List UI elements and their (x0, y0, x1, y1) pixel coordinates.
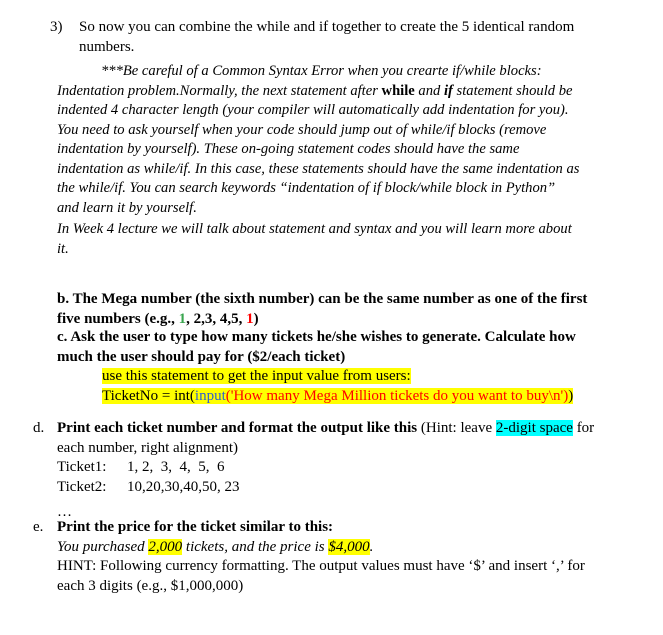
example-number-1: 1 (178, 310, 187, 327)
part-e-line-1: Print the price for the ticket similar to this: (57, 519, 334, 535)
code-line (102, 387, 657, 407)
note-text: and (414, 82, 444, 99)
code-input-fn: input (194, 387, 226, 404)
note-text: Indentation problem.Normally, the next statement after (57, 82, 382, 99)
note-line-4: You need to ask yourself when your code should jump out of while/if blocks (remove (57, 121, 547, 138)
part-d (33, 419, 653, 519)
ticket-1-values: 1, 2, 3, 4, 5, 6 (127, 459, 225, 475)
part-e (33, 518, 653, 596)
syntax-note (57, 62, 657, 259)
part-b-text: ) (253, 310, 259, 327)
tickets-count-highlight: 2,000 (148, 538, 183, 555)
keyword-while: while (381, 82, 415, 99)
part-c-line-2: much the user should pay for ($2/each ticket) (57, 348, 346, 365)
example-number-repeat: 1 (246, 310, 254, 327)
price-highlight: $4,000 (328, 538, 370, 555)
note-line-2 (57, 82, 657, 102)
hint-2digit-highlight: 2-digit space (495, 420, 573, 436)
part-d-line-2: each number, right alignment) (57, 439, 239, 456)
part-b-text: , 2,3, 4,5, (186, 310, 247, 327)
ellipsis: … (57, 504, 72, 520)
item-3-line-2: numbers. (79, 38, 135, 55)
part-c-hint (102, 367, 657, 387)
ticket-2-label: Ticket2: (57, 478, 107, 495)
code-text: ) (568, 387, 574, 404)
item-3 (50, 18, 650, 57)
note-intro: ***Be careful of a Common Syntax Error when you crearte if/while blocks: (101, 63, 542, 79)
part-b-line-1: b. The Mega number (the sixth number) can be the same number as one of the first (57, 291, 588, 307)
hint-highlight: use this statement to get the input value from users: (102, 368, 411, 384)
price-text: . (369, 538, 374, 555)
note-text: statement should be (452, 82, 573, 99)
price-example (57, 538, 653, 558)
part-b-text: five numbers (e.g., (57, 310, 179, 327)
ticket-1-row (57, 458, 653, 478)
item-3-line-1: So now you can combine the while and if together to create the 5 identical random (79, 19, 575, 35)
ticket-1-label: Ticket1: (57, 459, 107, 475)
part-c-line-1: c. Ask the user to type how many tickets he/she wishes to generate. Calculate how (57, 329, 576, 345)
note-line-6: indentation as while/if. In this case, these statements should have the same indentation as (57, 160, 580, 177)
ticket-2-values: 10,20,30,40,50, 23 (127, 478, 240, 495)
price-text: You purchased (57, 538, 149, 555)
note-line-8: and learn it by yourself. (57, 199, 197, 216)
code-string: ('How many Mega Million tickets do you want to buy\n') (225, 387, 569, 404)
ticket-2-row (57, 478, 653, 498)
note-week-line-1: In Week 4 lecture we will talk about statement and syntax and you will learn more about (57, 221, 572, 237)
part-d-text: (Hint: leave (417, 420, 496, 436)
part-b (57, 290, 657, 329)
part-e-hint-2: each 3 digits (e.g., $1,000,000) (57, 577, 244, 594)
note-line-3: indented 4 character length (your compiler will automatically add indentation for you). (57, 102, 569, 118)
code-highlight (102, 388, 573, 404)
code-text: TicketNo = int( (102, 387, 195, 404)
item-3-number: 3) (50, 19, 63, 35)
part-d-line-1 (57, 419, 653, 439)
note-line-5: indentation by yourself). These on-going statement codes should have the same (57, 141, 520, 157)
keyword-if: if (443, 82, 453, 99)
price-text: tickets, and the price is (182, 538, 329, 555)
part-e-letter: e. (33, 519, 44, 535)
part-d-text: for (572, 420, 595, 436)
note-week-line-2: it. (57, 240, 69, 257)
part-c (57, 328, 657, 406)
part-e-hint-1: HINT: Following currency formatting. The output values must have ‘$’ and insert ‘,’ for (57, 558, 585, 574)
part-d-bold: Print each ticket number and format the output like this (57, 420, 418, 436)
part-d-letter: d. (33, 420, 45, 436)
note-line-7: the while/if. You can search keywords “indentation of if block/while block in Python” (57, 180, 556, 196)
part-b-line-2 (57, 310, 657, 330)
